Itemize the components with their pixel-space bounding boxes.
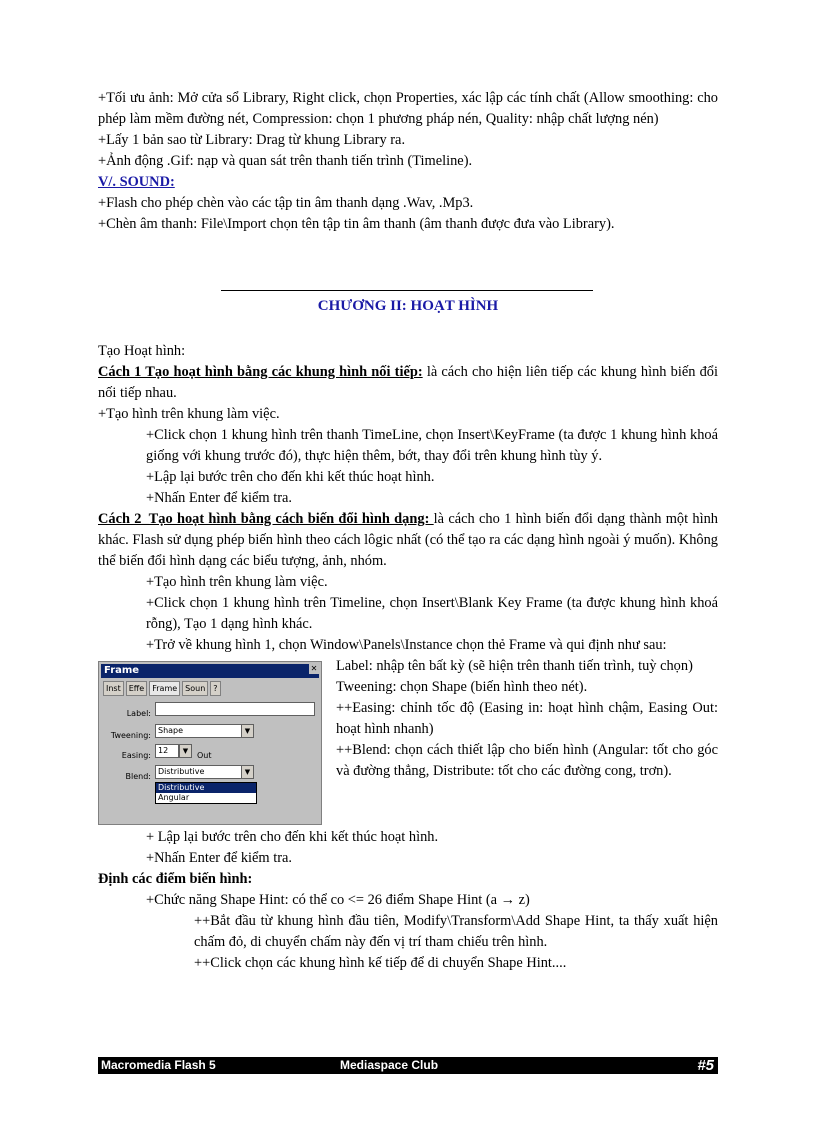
- method-1-text: là cách cho hiện liên tiếp các khung hình biến đổi nối tiếp nhau.: [98, 364, 718, 401]
- section-heading-sound: V/. SOUND:: [98, 174, 175, 190]
- para-label: Label: nhập tên bất kỳ (sẽ hiện trên thanh tiến trình, tuỳ chọn): [336, 658, 693, 674]
- method-2-text: là cách cho 1 hình biến đổi dạng thành một hình khác. Flash sử dụng phép biến hình theo cách lôgic nhất (có thể tạo ra các dạng hình ngoài ý muốn). Không thể biến đổi hình dạng các biểu tượng, ảnh, nhóm.: [98, 511, 719, 569]
- para-sound-2: +Chèn âm thanh: File\Import chọn tên tập tin âm thanh (âm thanh được đưa vào Library).: [98, 216, 615, 232]
- easing-row: [103, 744, 313, 758]
- para-tweening: Tweening: chọn Shape (biến hình theo nét).: [336, 679, 588, 695]
- chevron-down-icon: ▼: [179, 744, 192, 758]
- para-c1-l2: +Click chọn 1 khung hình trên thanh TimeLine, chọn Insert\KeyFrame (ta được 1 khung hình khoá giống với khung trước đó), thực hiện thêm, bớt, thay đổi trên khung hình tùy ý.: [146, 427, 718, 464]
- para-c2-l1: +Tạo hình trên khung làm việc.: [146, 574, 328, 590]
- para-blend: ++Blend: chọn cách thiết lập cho biến hình (Angular: tốt cho góc và đường thẳng, Distribute: tốt cho các đường cong, trơn).: [336, 742, 718, 779]
- help-icon: ?: [210, 681, 220, 696]
- tab-instance: Inst: [103, 681, 124, 696]
- tab-frame: Frame: [149, 681, 180, 696]
- tweening-row: [103, 724, 313, 738]
- chevron-down-icon: ▼: [241, 765, 254, 779]
- frame-panel-screenshot: [98, 661, 322, 825]
- para-gif: +Ảnh động .Gif: nạp và quan sát trên thanh tiến trình (Timeline).: [98, 153, 473, 169]
- page-body: [98, 341, 718, 974]
- tab-sound: Soun: [182, 681, 208, 696]
- page-number: #5: [697, 1057, 714, 1074]
- para-c2-l3: +Trở về khung hình 1, chọn Window\Panels\Instance chọn thẻ Frame và qui định như sau:: [146, 637, 667, 653]
- blend-option: Angular: [158, 793, 190, 802]
- para-hint-3: ++Click chọn các khung hình kế tiếp để di chuyển Shape Hint....: [194, 955, 567, 971]
- label-input: [155, 702, 315, 716]
- para-hint-1: +Chức năng Shape Hint: có thể co <= 26 điểm Shape Hint (a → z): [146, 892, 530, 908]
- para-sound-1: +Flash cho phép chèn vào các tập tin âm thanh dạng .Wav, .Mp3.: [98, 195, 474, 211]
- para-hint-2: ++Bắt đầu từ khung hình đầu tiên, Modify\Transform\Add Shape Hint, ta thấy xuất hiện chấm đỏ, di chuyển chấm này đến vị trí tham chiếu trên hình.: [194, 913, 718, 950]
- method-2-heading: Cách 2_Tạo hoạt hình bằng cách biến đổi hình dạng:: [98, 511, 434, 527]
- para-c1-l3: +Lập lại bước trên cho đến khi kết thúc hoạt hình.: [146, 469, 435, 485]
- label-row: [103, 702, 313, 716]
- footer-left: Macromedia Flash 5: [101, 1058, 216, 1072]
- page-top: [98, 88, 718, 235]
- para-method-1: [98, 362, 718, 404]
- tab-effect: Effe: [126, 681, 148, 696]
- para-intro: Tạo Hoạt hình:: [98, 343, 186, 359]
- shape-hint-heading: Định các điểm biến hình:: [98, 871, 253, 887]
- para-c2-l2: +Click chọn 1 khung hình trên Timeline, chọn Insert\Blank Key Frame (ta được khung hình khoá rỗng), Tạo 1 dạng hình khác.: [146, 595, 718, 632]
- para-method-2: [98, 509, 718, 572]
- blend-caption: Blend:: [125, 772, 151, 781]
- method-1-heading: Cách 1 Tạo hoạt hình bằng các khung hình nối tiếp:: [98, 364, 423, 380]
- blend-select: Distributive: [155, 765, 243, 779]
- para-c1-l4: +Nhấn Enter để kiểm tra.: [146, 490, 292, 506]
- blend-dropdown-list: [155, 782, 257, 804]
- para-c1-l1: +Tạo hình trên khung làm việc.: [98, 406, 280, 422]
- para-repeat: + Lập lại bước trên cho đến khi kết thúc hoạt hình.: [146, 829, 439, 845]
- easing-input: 12: [155, 744, 179, 758]
- para-copy: +Lấy 1 bản sao từ Library: Drag từ khung Library ra.: [98, 132, 406, 148]
- footer-center: Mediaspace Club: [340, 1058, 439, 1072]
- page-footer: [98, 1057, 718, 1074]
- frame-panel-title: Frame: [101, 664, 319, 678]
- para-optimize: +Tối ưu ảnh: Mở cửa sổ Library, Right click, chọn Properties, xác lập các tính chất (Allow smoothing: cho phép làm mềm đường nét, Compression: chọn 1 phương pháp nén, Quality: nhập chất lượng nén): [98, 90, 718, 127]
- tweening-caption: Tweening:: [110, 731, 151, 740]
- para-easing: ++Easing: chỉnh tốc độ (Easing in: hoạt hình chậm, Easing Out: hoạt hình nhanh): [336, 700, 718, 737]
- blend-row: [103, 765, 313, 779]
- chapter-title: CHƯƠNG II: HOẠT HÌNH: [317, 298, 499, 314]
- frame-panel-tabs: [103, 681, 317, 696]
- easing-caption: Easing:: [121, 751, 151, 760]
- chevron-down-icon: ▼: [241, 724, 254, 738]
- blend-option: Distributive: [156, 783, 256, 793]
- tweening-select: Shape: [155, 724, 243, 738]
- label-caption: Label:: [126, 709, 151, 718]
- easing-out-label: Out: [197, 751, 212, 760]
- para-enter: +Nhấn Enter để kiểm tra.: [146, 850, 292, 866]
- chapter-rule: [221, 290, 593, 291]
- close-icon: ✕: [310, 664, 318, 673]
